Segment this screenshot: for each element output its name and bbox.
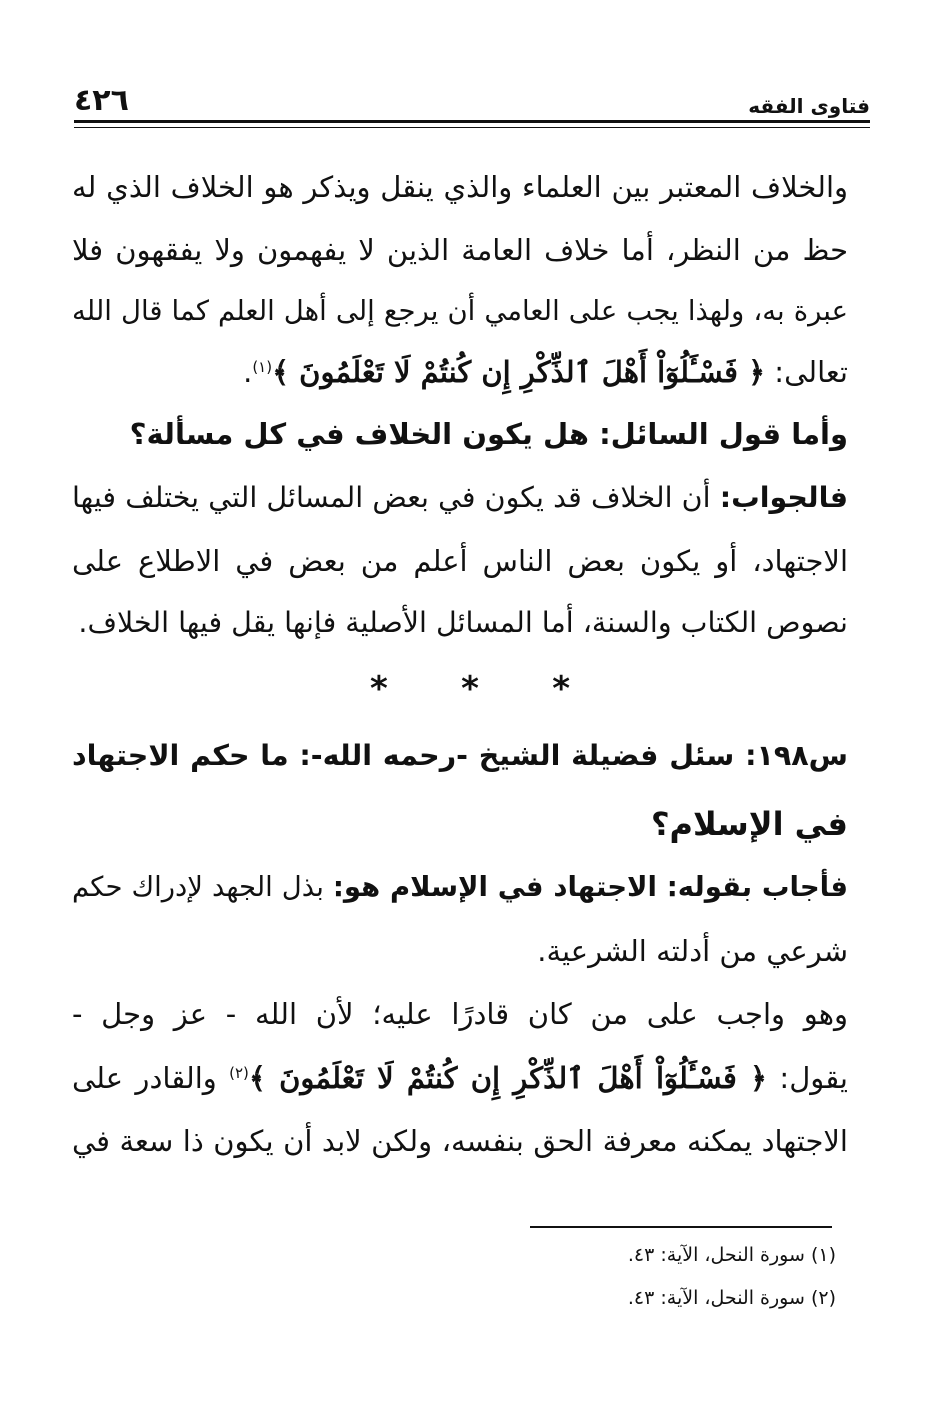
page-header — [74, 78, 870, 118]
text-line-3: عبرة به، ولهذا يجب على العامي أن يرجع إلى أهل العلم كما قال الله — [72, 295, 848, 327]
answer-line-3: نصوص الكتاب والسنة، أما المسائل الأصلية فإنها يقل فيها الخلاف. — [78, 606, 848, 639]
quran-verse-2: ﴿ فَسْـَٔلُوٓاْ أَهْلَ ٱلذِّكْرِ إِن كُنتُمْ لَا تَعْلَمُونَ ﴾ — [248, 1061, 768, 1095]
question-198-line-2: في الإسلام؟ — [650, 805, 848, 843]
question-line: وأما قول السائل: هل يكون الخلاف في كل مسألة؟ — [129, 417, 848, 451]
question-number: س١٩٨: — [745, 739, 848, 772]
verse-intro-2: يقول: — [767, 1061, 848, 1095]
text-line-2: حظ من النظر، أما خلاف العامة الذين لا يفهمون ولا يفقهون فلا — [72, 233, 848, 267]
page-number: ٤٢٦ — [74, 83, 129, 118]
header-rule-thick — [74, 120, 870, 123]
answer-line-1 — [72, 481, 848, 514]
footnote-ref-2: (٢) — [229, 1064, 249, 1082]
question-text: سئل فضيلة الشيخ -رحمه الله-: ما حكم الاجتهاد — [72, 739, 735, 772]
answer-text: أن الخلاف قد يكون في بعض المسائل التي يختلف فيها — [72, 481, 720, 514]
paragraph2-line-1: وهو واجب على من كان قادرًا عليه؛ لأن الله - عز وجل - — [72, 997, 848, 1031]
paragraph2-line-2 — [72, 1061, 848, 1095]
star-1: * — [370, 669, 388, 709]
footnote-ref-1: (١) — [252, 358, 273, 376]
fatwa-line-1 — [72, 871, 848, 903]
footnote-2: (٢) سورة النحل، الآية: ٤٣. — [627, 1287, 836, 1309]
section-separator — [370, 669, 570, 709]
verse-intro: تعالى: — [765, 355, 848, 389]
question-198-line-1 — [72, 739, 848, 772]
footnote-separator — [530, 1226, 832, 1228]
fatwa-definition-bold: فأجاب بقوله: الاجتهاد في الإسلام هو: — [332, 871, 848, 903]
text-line-4 — [72, 355, 848, 389]
fatwa-definition-rest: بذل الجهد لإدراك حكم — [72, 871, 333, 903]
header-rule-thin — [74, 127, 870, 128]
fatwa-line-2: شرعي من أدلته الشرعية. — [537, 934, 848, 968]
text-line-1: والخلاف المعتبر بين العلماء والذي ينقل ويذكر هو الخلاف الذي له — [72, 170, 848, 204]
footnote-1: (١) سورة النحل، الآية: ٤٣. — [627, 1244, 836, 1266]
period: . — [243, 355, 253, 389]
answer-label: فالجواب: — [719, 481, 848, 514]
star-2: * — [461, 669, 479, 709]
running-title: فتاوى الفقه — [748, 94, 870, 118]
paragraph2-line-3: الاجتهاد يمكنه معرفة الحق بنفسه، ولكن لابد أن يكون ذا سعة في — [72, 1124, 848, 1158]
star-3: * — [552, 669, 570, 709]
quran-verse: ﴿ فَسْـَٔلُوٓاْ أَهْلَ ٱلذِّكْرِ إِن كُنتُمْ لَا تَعْلَمُونَ ﴾ — [272, 355, 766, 389]
answer-line-2: الاجتهاد، أو يكون بعض الناس أعلم من بعض في الاطلاع على — [72, 544, 848, 578]
paragraph2-continuation: والقادر على — [72, 1061, 230, 1095]
